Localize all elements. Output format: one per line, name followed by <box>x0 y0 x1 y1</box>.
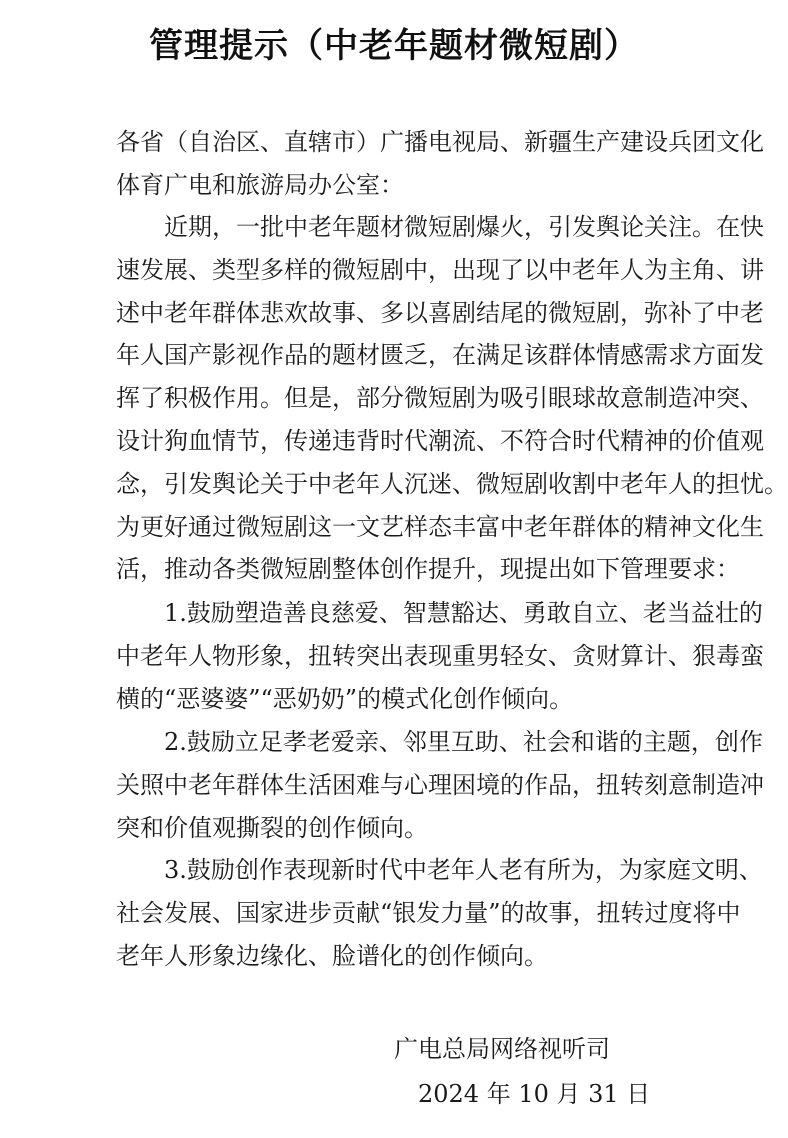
requirement-item-2 <box>116 721 764 849</box>
salutation <box>116 121 764 207</box>
text-line: 3.鼓励创作表现新时代中老年人老有所为，为家庭文明、 <box>164 856 763 884</box>
intro-paragraph <box>116 206 788 591</box>
text-line: 近期，一批中老年题材微短剧爆火，引发舆论关注。在快 <box>164 213 764 241</box>
issuer-name: 广电总局网络视听司 <box>394 1035 610 1063</box>
text-line: 老年人形象边缘化、脸谱化的创作倾向。 <box>116 941 548 970</box>
document-title: 管理提示（中老年题材微短剧） <box>149 26 639 66</box>
text-line: 为更好通过微短剧这一文艺样态丰富中老年群体的精神文化生 <box>116 512 764 541</box>
text-line: 突和价值观撕裂的创作倾向。 <box>116 813 428 842</box>
requirement-item-3 <box>116 849 763 977</box>
text-line: 年人国产影视作品的题材匮乏，在满足该群体情感需求方面发 <box>116 341 764 370</box>
text-line: 念，引发舆论关于中老年人沉迷、微短剧收割中老年人的担忧。 <box>116 469 788 498</box>
requirement-item-1 <box>116 592 764 720</box>
text-line: 社会发展、国家进步贡献“银发力量”的故事，扭转过度将中 <box>116 898 741 927</box>
issue-date: 2024 年 10 月 31 日 <box>418 1080 651 1108</box>
text-line: 2.鼓励立足孝老爱亲、邻里互助、社会和谐的主题，创作 <box>164 728 763 756</box>
text-line: 关照中老年群体生活困难与心理困境的作品，扭转刻意制造冲 <box>116 770 764 799</box>
text-line: 横的“恶婆婆”“恶奶奶”的模式化创作倾向。 <box>116 684 574 713</box>
text-line: 挥了积极作用。但是，部分微短剧为吸引眼球故意制造冲突、 <box>116 384 764 413</box>
text-line: 述中老年群体悲欢故事、多以喜剧结尾的微短剧，弥补了中老 <box>116 298 764 327</box>
text-line: 速发展、类型多样的微短剧中，出现了以中老年人为主角、讲 <box>116 255 764 284</box>
text-line: 中老年人物形象，扭转突出表现重男轻女、贪财算计、狠毒蛮 <box>116 641 764 670</box>
text-line: 1.鼓励塑造善良慈爱、智慧豁达、勇敢自立、老当益壮的 <box>164 599 763 627</box>
text-line: 设计狗血情节，传递违背时代潮流、不符合时代精神的价值观 <box>116 426 764 455</box>
text-line: 各省（自治区、直辖市）广播电视局、新疆生产建设兵团文化 <box>116 128 764 156</box>
text-line: 体育广电和旅游局办公室： <box>116 170 404 199</box>
text-line: 活，推动各类微短剧整体创作提升，现提出如下管理要求： <box>116 555 740 584</box>
